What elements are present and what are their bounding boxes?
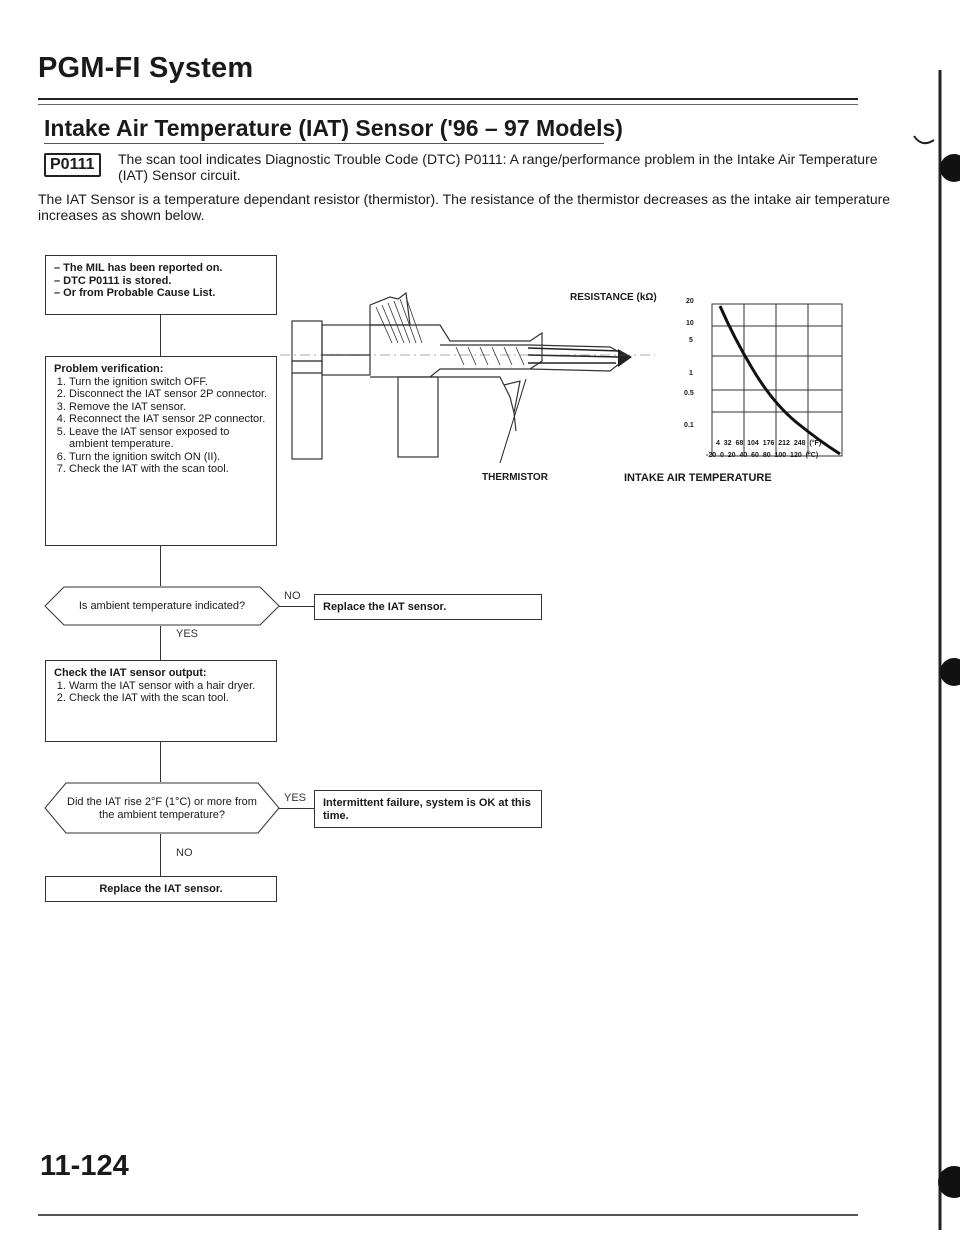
thermistor-label: THERMISTOR bbox=[482, 472, 548, 483]
section-title: Intake Air Temperature (IAT) Sensor ('96 – 97 Models) bbox=[44, 115, 623, 141]
section-rule bbox=[44, 143, 604, 144]
start-line-2: – DTC P0111 is stored. bbox=[54, 274, 172, 287]
check-step: 2. Check the IAT with the scan tool. bbox=[69, 692, 268, 705]
check-output-steps bbox=[54, 680, 268, 705]
intermittent-box bbox=[314, 790, 542, 828]
verification-box bbox=[45, 356, 277, 546]
graph-caption: INTAKE AIR TEMPERATURE bbox=[624, 472, 772, 484]
verification-title: Problem verification: bbox=[54, 363, 164, 375]
flow-connector bbox=[160, 315, 161, 360]
scan-edge-artifact bbox=[900, 60, 960, 1242]
verification-step: 3. Remove the IAT sensor. bbox=[69, 401, 268, 414]
flow-connector bbox=[160, 546, 161, 586]
verification-step: 4. Reconnect the IAT sensor 2P connector. bbox=[69, 413, 268, 426]
start-line-3: – Or from Probable Cause List. bbox=[54, 287, 216, 299]
footer-rule bbox=[38, 1214, 858, 1216]
flow-connector bbox=[279, 606, 314, 607]
page-title: PGM-FI System bbox=[38, 52, 254, 84]
flow-connector bbox=[279, 808, 314, 809]
y-tick: 20 bbox=[686, 298, 694, 305]
replace-label-2: Replace the IAT sensor. bbox=[99, 883, 223, 895]
decision-1-yes-label: YES bbox=[176, 628, 199, 640]
verification-step: 7. Check the IAT with the scan tool. bbox=[69, 463, 268, 476]
check-output-box bbox=[45, 660, 277, 742]
decision-1-question: Is ambient temperature indicated? bbox=[78, 600, 246, 612]
dtc-code-badge: P0111 bbox=[44, 153, 101, 177]
start-line-1: – The MIL has been reported on. bbox=[54, 262, 223, 274]
resistance-axis-label: RESISTANCE (kΩ) bbox=[570, 292, 657, 303]
check-output-title: Check the IAT sensor output: bbox=[54, 667, 207, 679]
decision-1-no-label: NO bbox=[284, 590, 301, 602]
resistance-graph bbox=[700, 298, 850, 460]
verification-step: 6. Turn the ignition switch ON (II). bbox=[69, 451, 268, 464]
replace-box-2 bbox=[45, 876, 277, 902]
y-tick: 1 bbox=[689, 370, 693, 377]
flow-connector bbox=[160, 742, 161, 782]
flow-connector bbox=[160, 626, 161, 660]
x-tick-fahrenheit: 4 32 68 104 176 212 248 (°F) bbox=[716, 440, 822, 447]
verification-steps bbox=[54, 376, 268, 476]
y-tick: 10 bbox=[686, 320, 694, 327]
y-tick: 5 bbox=[689, 337, 693, 344]
flow-connector bbox=[160, 834, 161, 876]
replace-box-1 bbox=[314, 594, 542, 620]
start-box bbox=[45, 255, 277, 315]
intro-paragraph: The IAT Sensor is a temperature dependant resistor (thermistor). The resistance of the thermistor decreases as the intake air temperature increases as shown below. bbox=[38, 191, 891, 223]
decision-2-yes-label: YES bbox=[284, 792, 307, 804]
verification-step: 1. Turn the ignition switch OFF. bbox=[69, 376, 268, 389]
replace-label-1: Replace the IAT sensor. bbox=[323, 601, 447, 613]
x-tick-celsius: -20 0 20 40 60 80 100 120 (°C) bbox=[706, 452, 819, 459]
iat-sensor-illustration bbox=[280, 285, 660, 485]
header-rule-thin bbox=[38, 104, 858, 105]
y-tick: 0.5 bbox=[684, 390, 694, 397]
dtc-description: The scan tool indicates Diagnostic Trouble Code (DTC) P0111: A range/performance problem in the Intake Air Temperature (IAT) Sensor circuit. bbox=[118, 151, 878, 183]
y-tick: 0.1 bbox=[684, 422, 694, 429]
verification-step: 2. Disconnect the IAT sensor 2P connector. bbox=[69, 388, 268, 401]
decision-2-no-label: NO bbox=[176, 847, 193, 859]
page-number: 11-124 bbox=[40, 1150, 129, 1182]
check-step: 1. Warm the IAT sensor with a hair dryer. bbox=[69, 680, 268, 693]
header-rule bbox=[38, 98, 858, 100]
intermittent-label: Intermittent failure, system is OK at this time. bbox=[323, 797, 531, 822]
verification-step: 5. Leave the IAT sensor exposed to ambient temperature. bbox=[69, 426, 268, 451]
decision-2-question: Did the IAT rise 2°F (1°C) or more from the ambient temperature? bbox=[67, 796, 257, 821]
